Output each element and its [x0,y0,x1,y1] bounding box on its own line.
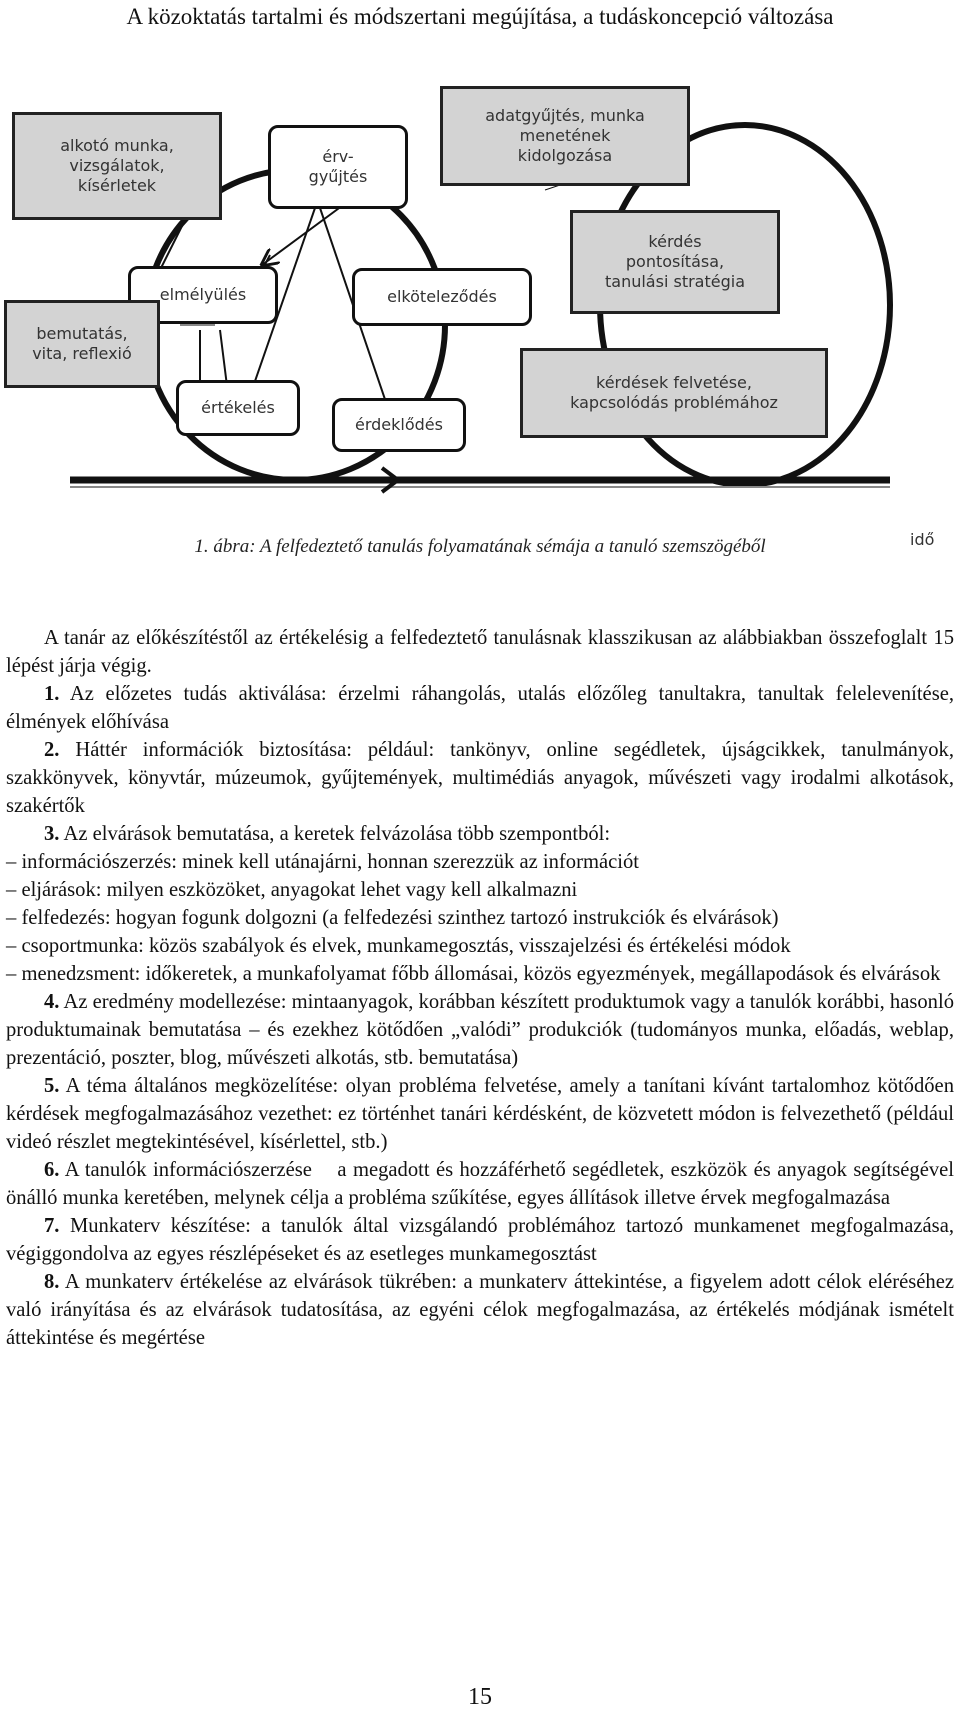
dash-item: – menedzsment: időkeretek, a munkafolyamat főbb állomásai, közös egyezmények, megállapodások és elvárások [6,963,941,985]
body-text [6,624,960,1352]
list-item: 5. A téma általános megközelítése: olyan probléma felvetése, amely a tanítani kívánt tartalomhoz kötődően kérdések megfogalmazásához vezethet: ez történhet tanári kérdésként, de közvetett módon is felvezethető (például videó részlet megtekintésével, kísérlettel, stb.) [6,1075,954,1153]
box-bemutatas: bemutatás, vita, reflexió [4,300,160,388]
list-item: 7. Munkaterv készítése: a tanulók által vizsgálandó problémához tartozó munkamenet megfogalmazása, végiggondolva az egyes részlépéseket és az esetleges munkamegosztást [6,1215,954,1265]
box-kerdes-pontositasa: kérdés pontosítása, tanulási stratégia [570,210,780,314]
dash-item: – eljárások: milyen eszközöket, anyagokat lehet vagy kell alkalmazni [6,879,578,901]
list-item: 6. A tanulók információszerzése a megadott és hozzáférhető segédletek, eszközök és anyagok segítségével önálló munka keretében, melynek célja a probléma szűkítése, egyes állítások illetve érvek megfogalmazása [6,1159,960,1209]
dash-item: – információszerzés: minek kell utánajárni, honnan szerezzük az információt [6,851,639,873]
dash-item: – felfedezés: hogyan fogunk dolgozni (a felfedezési szinthez tartozó instrukciók és elvárások) [6,907,779,929]
dash-item: – csoportmunka: közös szabályok és elvek, munkamegosztás, visszajelzési és értékelési módok [6,935,791,957]
page-header: A közoktatás tartalmi és módszertani megújítása, a tudáskoncepció változása [126,4,834,29]
box-ertekeles: értékelés [176,380,300,436]
list-item: 3. Az elvárások bemutatása, a keretek felvázolása több szempontból: [44,823,611,845]
box-adatgyujtes: adatgyűjtés, munka menetének kidolgozása [440,86,690,186]
list-item: 1. Az előzetes tudás aktiválása: érzelmi ráhangolás, utalás előzőleg tanultakra, tanultak felelevenítése, élmények előhívása [6,683,954,733]
box-erdeklodes: érdeklődés [332,398,466,452]
box-alkoto-munka: alkotó munka, vizsgálatok, kísérletek [12,112,222,220]
box-elkotelezodes: elköteleződés [352,268,532,326]
box-ervgyujtes: érv- gyűjtés [268,125,408,209]
list-item: 8. A munkaterv értékelése az elvárások tükrében: a munkaterv áttekintése, a figyelem adott célok eléréséhez való irányítása és az elvárások tudatosítása, az egyéni célok megfogalmazása, az értékelés módjának ismételt áttekintése és megértése [6,1271,954,1349]
figure-caption: 1. ábra: A felfedeztető tanulás folyamatának sémája a tanuló szemszögéből [194,536,766,557]
page-number: 15 [468,1684,492,1710]
time-label: idő [910,530,935,549]
intro-paragraph: A tanár az előkészítéstől az értékelésig a felfedeztető tanulásnak klasszikusan az alábbiakban összefoglalt 15 lépést járja végig. [6,627,954,677]
box-elmelyules: elmélyülés [128,266,278,324]
list-item: 4. Az eredmény modellezése: mintaanyagok, korábban készített produktumok vagy a tanulók korábbi, hasonló produktumainak bemutatása – és ezekhez kötődően „valódi” produkciók (tudományos munka, előadás, weblap, prezentáció, poszter, blog, művészeti alkotás, stb. bemutatása) [6,991,954,1069]
list-item: 2. Háttér információk biztosítása: például: tankönyv, online segédletek, újságcikkek, tanulmányok, szakkönyvek, könyvtár, múzeumok, gyűjtemények, multimédiás anyagok, művészeti vagy irodalmi alkotások, szakértők [6,739,954,817]
box-kerdesek-felvetese: kérdések felvetése, kapcsolódás problémához [520,348,828,438]
